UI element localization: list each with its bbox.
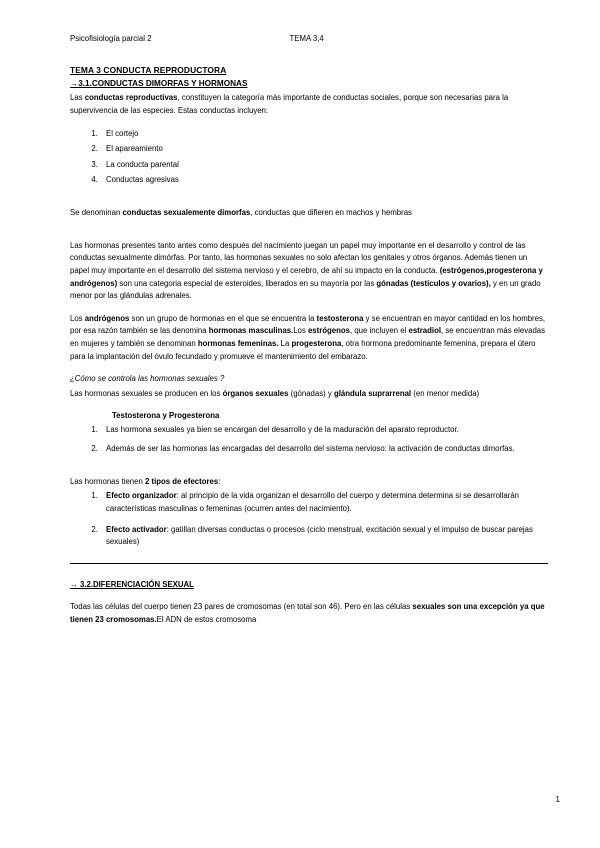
p4-part-m: La <box>278 339 292 349</box>
header-left-text: Psicofisiología parcial 2 <box>70 34 152 43</box>
paragraph-1 <box>70 92 548 117</box>
paragraph-2 <box>70 207 548 220</box>
p4-part-h: estrógenos <box>307 326 350 336</box>
page-number: 1 <box>555 795 560 804</box>
p5-part-b: órganos sexuales <box>222 388 289 398</box>
efecto-organizador-label: Efecto organizador <box>106 491 177 501</box>
p5-part-c: (gónadas) y <box>288 388 334 398</box>
p4-part-c: son un grupo de hormonas en el que se encuentra la <box>129 313 317 323</box>
p4-part-i: , que incluyen el <box>349 326 409 336</box>
p4-part-f: hormonas masculinas. <box>208 326 294 336</box>
list-item <box>100 490 548 515</box>
p4-part-j: estradiol <box>408 326 441 336</box>
p4-part-l: hormonas femeninas. <box>197 339 279 349</box>
p4-part-o: , otra hormona predominante femenina, prepara el útero para la implantación del óvulo fecundado y promueve el mantenimiento del embarazo. <box>70 339 536 361</box>
list-item: 2. El apareamiento <box>100 143 548 156</box>
section-divider <box>70 563 548 564</box>
p6-part-b: 2 tipos de efectores <box>144 476 219 486</box>
p4-part-g: Los <box>293 326 308 336</box>
efecto-activador-label: Efecto activador <box>106 524 167 534</box>
subheading-testosterona-progesterona: Testosterona y Progesterona <box>112 410 220 420</box>
paragraph-6 <box>70 476 548 489</box>
p6-part-a: Las hormonas tienen <box>70 476 145 486</box>
spacer <box>70 466 548 476</box>
paragraph-4 <box>70 313 548 364</box>
page-header <box>70 34 548 43</box>
p2-part-a: Se denominan <box>70 208 123 218</box>
question-line: ¿Cómo se controla las hormonas sexuales ? <box>70 374 225 384</box>
p7-part-c: El ADN de estos cromosoma <box>156 614 257 624</box>
list-item: 4. Conductas agresivas <box>100 174 548 187</box>
p3-part-a: Las hormonas presentes tanto antes como después del nacimiento juegan un papel muy importante en el desarrollo y control de las conductas sexualmente dimórfas. Por tanto, las hormonas sexuales no solo afectan los genitales y otros órganos. Además tienen un papel muy importante en el desarrollo del sistema nervioso y el cerebro, de ahí su impacto en la conducta. <box>70 240 528 275</box>
efecto-activador-text: : gatillan diversas conductas o procesos (ciclo menstrual, excitación sexual y el impulso de buscar parejas sexuales) <box>106 524 533 547</box>
list-hormonas-funciones <box>70 424 548 456</box>
section-1-heading: →3.1.CONDUCTAS DIMORFAS Y HORMONAS <box>70 79 248 89</box>
p1-part-c: , constituyen la categoría más importante de conductas sociales, porque son necesarias para la supervivencia de las especies. Estas conductas incluyen: <box>70 93 509 115</box>
p4-part-a: Los <box>70 313 85 323</box>
list-efectores <box>70 490 548 549</box>
paragraph-3 <box>70 240 548 303</box>
p2-part-c: , conductas que difieren en machos y hembras <box>250 208 412 218</box>
list-item: 1. Las hormona sexuales ya bien se encargan del desarrollo y de la maduración del aparato reproductor. <box>100 424 548 437</box>
efecto-organizador-text: : al principio de la vida organizan el desarrollo del cuerpo y determina determina si se desarrollarán características masculinas o femeninas (ocurren antes del nacimiento). <box>106 491 520 514</box>
header-right-text: TEMA 3,4 <box>289 34 324 43</box>
section-2-heading: → 3.2.DIFERENCIACIÓN SEXUAL <box>70 579 194 589</box>
spacer <box>70 230 548 240</box>
list-item <box>100 524 548 549</box>
p4-part-d: testosterona <box>316 313 364 323</box>
list-item: 2. Además de ser las hormonas las encargadas del desarrollo del sistema nervioso: la activación de conductas dimorfas. <box>100 443 548 456</box>
p1-part-b: conductas reproductivas <box>84 93 178 103</box>
document-title: TEMA 3 CONDUCTA REPRODUCTORA <box>70 65 227 76</box>
list-conductas <box>70 128 548 188</box>
p5-part-a: Las hormonas sexuales se producen en los <box>70 388 223 398</box>
p3-part-d: gónadas (testículos y ovarios), <box>376 278 491 288</box>
paragraph-7 <box>70 601 548 626</box>
p3-part-c: son una categoria especial de esteroides, liberados en su mayoría por las <box>117 278 377 288</box>
p1-part-a: Las <box>70 93 85 103</box>
p4-part-k: , se encuentran más elevadas en mujeres y también se denominan <box>70 326 546 349</box>
p6-part-c: : <box>218 476 221 486</box>
p3-part-e: y en un grado menor por las glándulas adrenales. <box>70 278 541 301</box>
p5-part-e: (en menor medida) <box>411 388 480 398</box>
spacer <box>70 197 548 207</box>
p4-part-e: y se encuentran en mayor cantidad en los hombres, por esa razón también se las denomina <box>70 313 546 336</box>
paragraph-5 <box>70 388 548 401</box>
p3-part-b: (estrógenos,progesterona y andrógenos) <box>70 265 543 288</box>
p5-part-d: glándula suprarrenal <box>333 388 412 398</box>
list-item: 1. El cortejo <box>100 128 548 141</box>
list-item: 3. La conducta parental <box>100 159 548 172</box>
p2-part-b: conductas sexualemente dimorfas <box>122 208 251 218</box>
p7-part-a: Todas las células del cuerpo tienen 23 pares de cromosomas (en total son 46). Pero en las células <box>70 601 413 611</box>
p4-part-n: progesterona <box>291 339 342 349</box>
p4-part-b: andrógenos <box>84 313 130 323</box>
p7-part-b: sexuales son una excepción ya que tienen 23 cromosomas. <box>70 601 545 624</box>
